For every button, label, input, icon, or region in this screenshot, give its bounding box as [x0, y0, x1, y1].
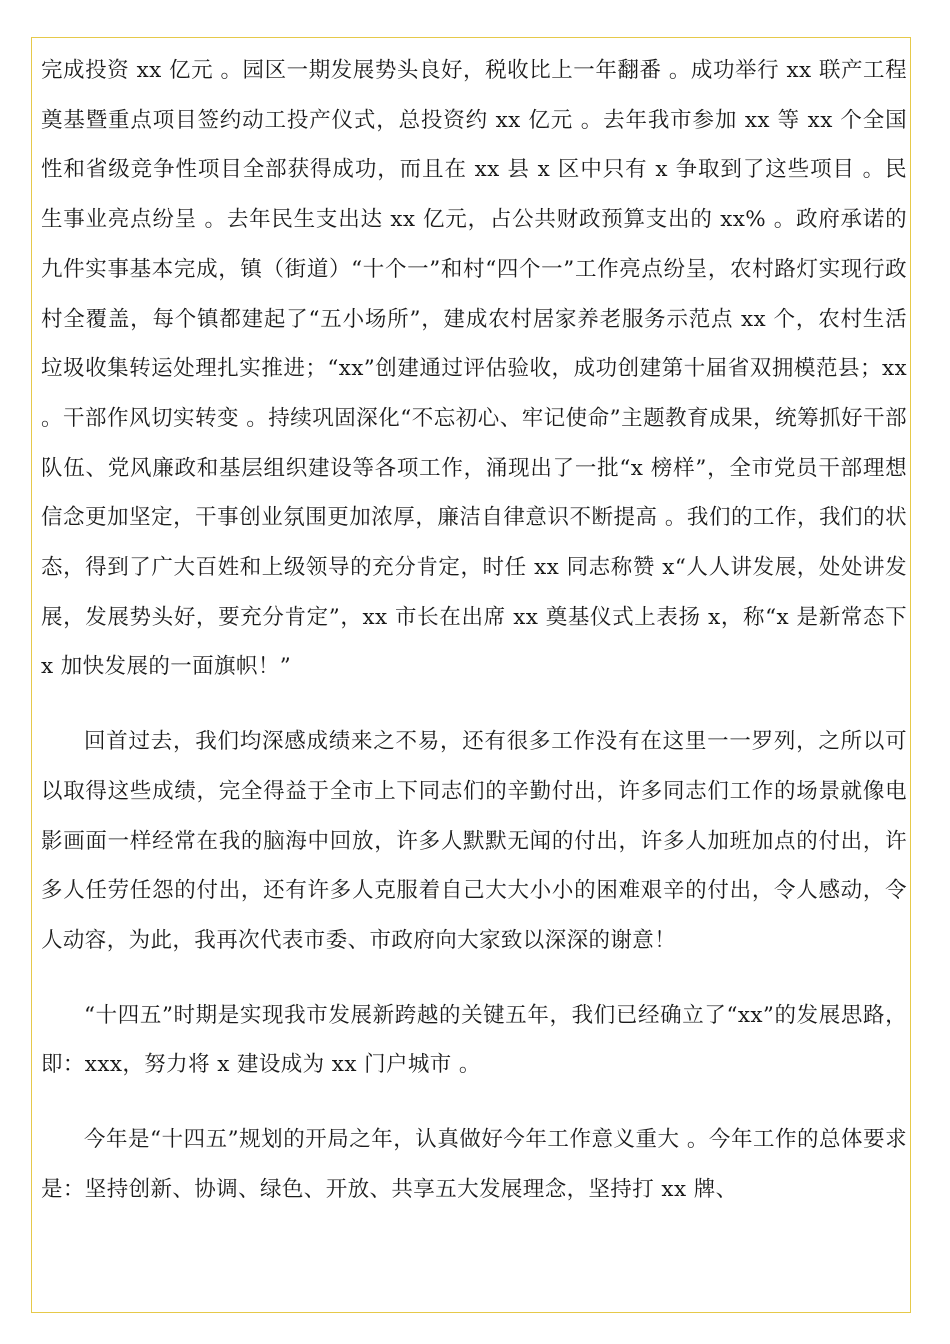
paragraph-this-year: 今年是“十四五”规划的开局之年，认真做好今年工作意义重大 。今年工作的总体要求是：坚持创新、协调、绿色、开放、共享五大发展理念，坚持打 xx 牌、 [41, 1127, 907, 1202]
document-body [41, 46, 907, 1214]
paragraph-14th-five-year: “十四五”时期是实现我市发展新跨越的关键五年，我们已经确立了“xx”的发展思路，即：xxx，努力将 x 建设成为 xx 门户城市 。 [41, 1002, 907, 1078]
paragraph-achievements: 完成投资 xx 亿元 。园区一期发展势头良好，税收比上一年翻番 。成功举行 xx 联产工程奠基暨重点项目签约动工投产仪式，总投资约 xx 亿元 。去年我市参加 xx 等 xx 个全国性和省级竞争性项目全部获得成功，而且在 xx 县 x 区中只有 x 争取到了这些项目 。民生事业亮点纷呈 。去年民生支出达 xx 亿元，占公共财政预算支出的 xx% 。政府承诺的九件实事基本完成，镇（街道）“十个一”和村“四个一”工作亮点纷呈，农村路灯实现行政村全覆盖，每个镇都建起了“五小场所”，建成农村居家养老服务示范点 xx 个，农村生活垃圾收集转运处理扎实推进；“xx”创建通过评估验收，成功创建第十届省双拥模范县；xx 。干部作风切实转变 。持续巩固深化“不忘初心、牢记使命”主题教育成果，统筹抓好干部队伍、党风廉政和基层组织建设等各项工作，涌现出了一批“x 榜样”，全市党员干部理想信念更加坚定，干事创业氛围更加浓厚，廉洁自律意识不断提高 。我们的工作，我们的状态，得到了广大百姓和上级领导的充分肯定，时任 xx 同志称赞 x“人人讲发展，处处讲发展，发展势头好，要充分肯定”，xx 市长在出席 xx 奠基仪式上表扬 x，称“x 是新常态下 x 加快发展的一面旗帜！” [41, 58, 907, 680]
paragraph-looking-back: 回首过去，我们均深感成绩来之不易，还有很多工作没有在这里一一罗列，之所以可以取得这些成绩，完全得益于全市上下同志们的辛勤付出，许多同志们工作的场景就像电影画面一样经常在我的脑海中回放，许多人默默无闻的付出，许多人加班加点的付出，许多人任劳任怨的付出，还有许多人克服着自己大大小小的困难艰辛的付出，令人感动，令人动容，为此，我再次代表市委、市政府向大家致以深深的谢意！ [41, 729, 907, 953]
